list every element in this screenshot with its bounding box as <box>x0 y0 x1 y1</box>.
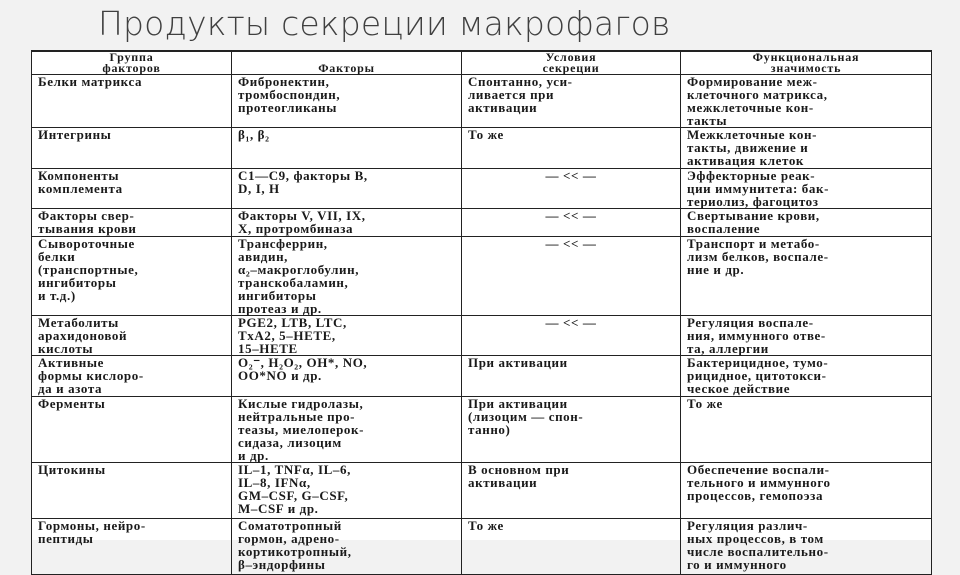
cell-factors: PGE2, LTB, LTC, TxA2, 5–HETE, 15–HETE <box>232 316 462 356</box>
cell-group: Компоненты комплемента <box>32 169 232 209</box>
cell-conditions: — << — <box>462 237 681 316</box>
table-row <box>32 397 932 463</box>
cell-factors: Трансферрин, авидин, α₂–макроглобулин, транскобаламин, ингибиторы протеаз и др. <box>232 237 462 316</box>
cell-factors: Соматотропный гормон, адрено- кортикотропный, β–эндорфины <box>232 519 462 575</box>
slide-title: Продукты секреции макрофагов <box>98 4 671 43</box>
cell-significance: Транспорт и метабо- лизм белков, воспале- ние и др. <box>681 237 932 316</box>
secretion-table <box>31 50 932 575</box>
table-row <box>32 463 932 519</box>
cell-significance: Бактерицидное, тумо- рицидное, цитотокси- ческое действие <box>681 356 932 397</box>
cell-significance: Эффекторные реак- ции иммунитета: бак- териолиз, фагоцитоз <box>681 169 932 209</box>
cell-group: Активные формы кислоро- да и азота <box>32 356 232 397</box>
header-factors: Факторы <box>232 51 462 75</box>
header-conditions: Условия секреции <box>462 51 681 75</box>
cell-group: Факторы свер- тывания крови <box>32 209 232 237</box>
cell-factors: β₁, β₂ <box>232 128 462 169</box>
cell-group: Сывороточные белки (транспортные, ингибиторы и т.д.) <box>32 237 232 316</box>
table-row <box>32 169 932 209</box>
table-row <box>32 356 932 397</box>
table-header-row <box>32 51 932 75</box>
cell-significance: Межклеточные кон- такты, движение и активация клеток <box>681 128 932 169</box>
cell-conditions: В основном при активации <box>462 463 681 519</box>
header-group: Группа факторов <box>32 51 232 75</box>
table-row <box>32 237 932 316</box>
cell-factors: Факторы V, VII, IX, X, протромбиназа <box>232 209 462 237</box>
cell-conditions: — << — <box>462 169 681 209</box>
cell-significance: Регуляция различ- ных процессов, в том числе воспалительно- го и иммунного <box>681 519 932 575</box>
cell-significance: Свертывание крови, воспаление <box>681 209 932 237</box>
cell-factors: IL–1, TNFα, IL–6, IL–8, IFNα, GM–CSF, G–CSF, M–CSF и др. <box>232 463 462 519</box>
cell-group: Белки матрикса <box>32 75 232 128</box>
cell-group: Цитокины <box>32 463 232 519</box>
cell-conditions: Спонтанно, уси- ливается при активации <box>462 75 681 128</box>
cell-conditions: То же <box>462 519 681 575</box>
cell-group: Ферменты <box>32 397 232 463</box>
cell-factors: O₂⁻, H₂O₂, OH*, NO, OO*NO и др. <box>232 356 462 397</box>
cell-group: Гормоны, нейро- пептиды <box>32 519 232 575</box>
cell-conditions: То же <box>462 128 681 169</box>
cell-conditions: При активации (лизоцим — спон- танно) <box>462 397 681 463</box>
cell-group: Метаболиты арахидоновой кислоты <box>32 316 232 356</box>
cell-factors: Фибронектин, тромбоспондин, протеогликаны <box>232 75 462 128</box>
table-row <box>32 519 932 575</box>
table-scan <box>31 50 931 572</box>
cell-group: Интегрины <box>32 128 232 169</box>
cell-factors: C1—C9, факторы B, D, I, H <box>232 169 462 209</box>
cell-conditions: — << — <box>462 209 681 237</box>
cell-conditions: При активации <box>462 356 681 397</box>
table-row <box>32 209 932 237</box>
table-row <box>32 316 932 356</box>
cell-significance: Формирование меж- клеточного матрикса, межклеточные кон- такты <box>681 75 932 128</box>
cell-significance: Регуляция воспале- ния, иммунного отве- та, аллергии <box>681 316 932 356</box>
header-significance: Функциональная значимость <box>681 51 932 75</box>
cell-significance: Обеспечение воспали- тельного и иммунного процессов, гемопоэза <box>681 463 932 519</box>
cell-factors: Кислые гидролазы, нейтральные про- теазы, миелоперок- сидаза, лизоцим и др. <box>232 397 462 463</box>
table-row <box>32 75 932 128</box>
cell-significance: То же <box>681 397 932 463</box>
cell-conditions: — << — <box>462 316 681 356</box>
table-row <box>32 128 932 169</box>
